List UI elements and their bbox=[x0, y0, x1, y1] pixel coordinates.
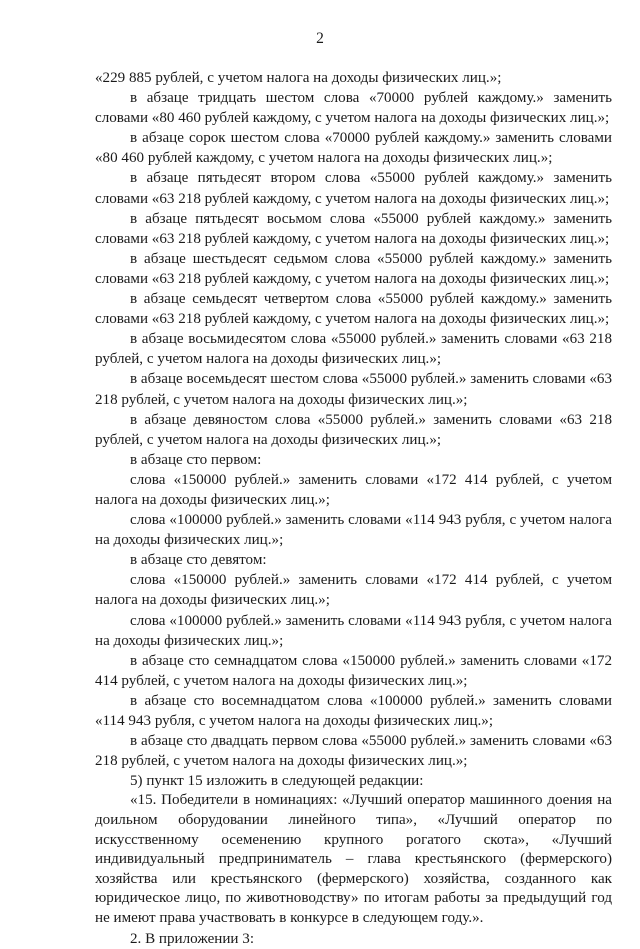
paragraph: в абзаце сто девятом: bbox=[130, 552, 267, 569]
quoted-paragraph: «15. Победители в номинациях: «Лучший оператор машинного доения на доильном оборудовании линейного типа», «Лучший оператор по искусственному осеменению крупного рогатого скота», «Лучший индивидуальный предприниматель – глава крестьянского (фермерского) хозяйства или крестьянского (фермерского) хозяйства, созданного как юридическое лицо, по животноводству» по итогам работы за предыдущий год не имеют права участвовать в конкурсе в следующем году.». bbox=[95, 792, 612, 926]
paragraph: 5) пункт 15 изложить в следующей редакции: bbox=[130, 773, 424, 790]
document-body bbox=[95, 68, 612, 949]
paragraph: в абзаце восемьдесят шестом слова «55000 рублей.» заменить словами «63 218 рублей, с учетом налога на доходы физических лиц.»; bbox=[95, 371, 613, 408]
paragraph: в абзаце сто восемнадцатом слова «100000 рублей.» заменить словами «114 943 рубля, с учетом налога на доходы физических лиц.»; bbox=[95, 692, 612, 729]
paragraph: слова «100000 рублей.» заменить словами «114 943 рубля, с учетом налога на доходы физических лиц.»; bbox=[95, 512, 612, 549]
paragraph: слова «100000 рублей.» заменить словами «114 943 рубля, с учетом налога на доходы физических лиц.»; bbox=[95, 612, 612, 649]
paragraph: в абзаце сто двадцать первом слова «55000 рублей.» заменить словами «63 218 рублей, с учетом налога на доходы физических лиц.»; bbox=[95, 733, 612, 770]
paragraph: в абзаце восьмидесятом слова «55000 рублей.» заменить словами «63 218 рублей, с учетом налога на доходы физических лиц.»; bbox=[95, 331, 612, 368]
paragraph: в абзаце пятьдесят втором слова «55000 рублей каждому.» заменить словами «63 218 рублей каждому, с учетом налога на доходы физических лиц.»; bbox=[95, 170, 612, 207]
paragraph: в абзаце сто семнадцатом слова «150000 рублей.» заменить словами «172 414 рублей, с учетом налога на доходы физических лиц.»; bbox=[95, 652, 612, 689]
paragraph: в абзаце девяностом слова «55000 рублей.» заменить словами «63 218 рублей, с учетом налога на доходы физических лиц.»; bbox=[95, 411, 612, 448]
paragraph: слова «150000 рублей.» заменить словами «172 414 рублей, с учетом налога на доходы физических лиц.»; bbox=[95, 572, 612, 609]
paragraph: «229 885 рублей, с учетом налога на доходы физических лиц.»; bbox=[95, 70, 502, 86]
paragraph: слова «150000 рублей.» заменить словами «172 414 рублей, с учетом налога на доходы физических лиц.»; bbox=[95, 471, 612, 508]
paragraph: в абзаце семьдесят четвертом слова «55000 рублей каждому.» заменить словами «63 218 рублей каждому, с учетом налога на доходы физических лиц.»; bbox=[95, 291, 612, 328]
paragraph: в абзаце шестьдесят седьмом слова «55000 рублей каждому.» заменить словами «63 218 рублей каждому, с учетом налога на доходы физических лиц.»; bbox=[95, 250, 612, 287]
paragraph: в абзаце тридцать шестом слова «70000 рублей каждому.» заменить словами «80 460 рублей каждому, с учетом налога на доходы физических лиц.»; bbox=[95, 90, 612, 127]
paragraph: в абзаце пятьдесят восьмом слова «55000 рублей каждому.» заменить словами «63 218 рублей каждому, с учетом налога на доходы физических лиц.»; bbox=[95, 210, 612, 247]
paragraph: в абзаце сто первом: bbox=[130, 451, 262, 468]
page-number: 2 bbox=[316, 30, 324, 47]
paragraph: в абзаце сорок шестом слова «70000 рублей каждому.» заменить словами «80 460 рублей каждому, с учетом налога на доходы физических лиц.»; bbox=[95, 130, 612, 167]
paragraph: 2. В приложении 3: bbox=[130, 930, 255, 947]
